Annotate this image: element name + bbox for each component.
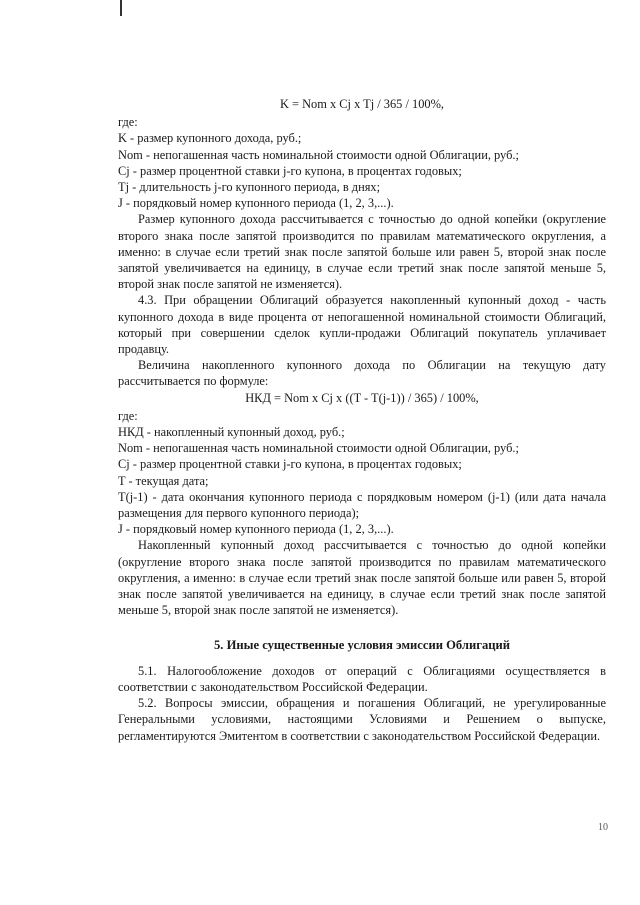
definition-line: Tj - длительность j-го купонного периода, в днях; xyxy=(118,180,381,195)
definition-line: Nom - непогашенная часть номинальной стоимости одной Облигации, руб.; xyxy=(118,147,519,162)
definition-line: J - порядковый номер купонного периода (1, 2, 3,...). xyxy=(118,522,394,537)
paragraph-4-3: 4.3. При обращении Облигаций образуется накопленный купонный доход - часть купонного дохода в виде процента от непогашенной номинальной стоимости Облигаций, который при совершении сделок купли-продажи Облигаций покупатель уплачивает продавцу. xyxy=(118,293,606,357)
definition-line: J - порядковый номер купонного периода (1, 2, 3,...). xyxy=(118,196,394,211)
section-5-title: 5. Иные существенные условия эмиссии Облигаций xyxy=(213,637,511,652)
where-label: где: xyxy=(118,408,138,423)
definition-line: Cj - размер процентной ставки j-го купона, в процентах годовых; xyxy=(118,163,462,178)
paragraph-5-2: 5.2. Вопросы эмиссии, обращения и погашения Облигаций, не урегулированные Генеральными условиями, настоящими Условиями и Решением о выпуске, регламентируются Эмитентом в соответствии с законодательством Российской Федерации. xyxy=(118,696,606,743)
definition-line: Nom - непогашенная часть номинальной стоимости одной Облигации, руб.; xyxy=(118,441,519,456)
definition-line: Cj - размер процентной ставки j-го купона, в процентах годовых; xyxy=(118,457,462,472)
paragraph-5-1: 5.1. Налогообложение доходов от операций с Облигациями осуществляется в соответствии с законодательством Российской Федерации. xyxy=(118,663,606,694)
definition-line: T - текущая дата; xyxy=(118,473,209,488)
nkd-formula: НКД = Nom x Cj x ((T - T(j-1)) / 365) / 100%, xyxy=(245,390,479,405)
definition-line: T(j-1) - дата окончания купонного периода с порядковым номером (j-1) (или дата начала размещения для первого купонного периода); xyxy=(118,489,606,521)
page-number: 10 xyxy=(598,822,608,833)
rounding-paragraph: Размер купонного дохода рассчитывается с точностью до одной копейки (округление второго знака после запятой производится по правилам математического округления, а именно: в случае если третий знак после запятой больше или равен 5, второй знак после запятой увеличивается на единицу, в случае если третий знак после запятой меньше 5, второй знак после запятой не изменяется). xyxy=(118,212,606,292)
nkd-intro: Величина накопленного купонного дохода по Облигации на текущую дату рассчитывается по формуле: xyxy=(118,358,606,389)
scan-mark-top xyxy=(120,0,122,16)
where-label: где: xyxy=(118,115,138,130)
rounding-paragraph: Накопленный купонный доход рассчитывается с точностью до одной копейки (округление второго знака после запятой производится по правилам математического округления, а именно: в случае если третий знак после запятой больше или равен 5, второй знак после запятой увеличивается на единицу, в случае если третий знак после запятой меньше 5, второй знак после запятой не изменяется). xyxy=(118,538,606,618)
page-content xyxy=(118,96,606,744)
coupon-formula: K = Nom x Cj x Tj / 365 / 100%, xyxy=(279,97,445,111)
definition-line: НКД - накопленный купонный доход, руб.; xyxy=(118,425,345,440)
definition-line: K - размер купонного дохода, руб.; xyxy=(118,131,302,146)
